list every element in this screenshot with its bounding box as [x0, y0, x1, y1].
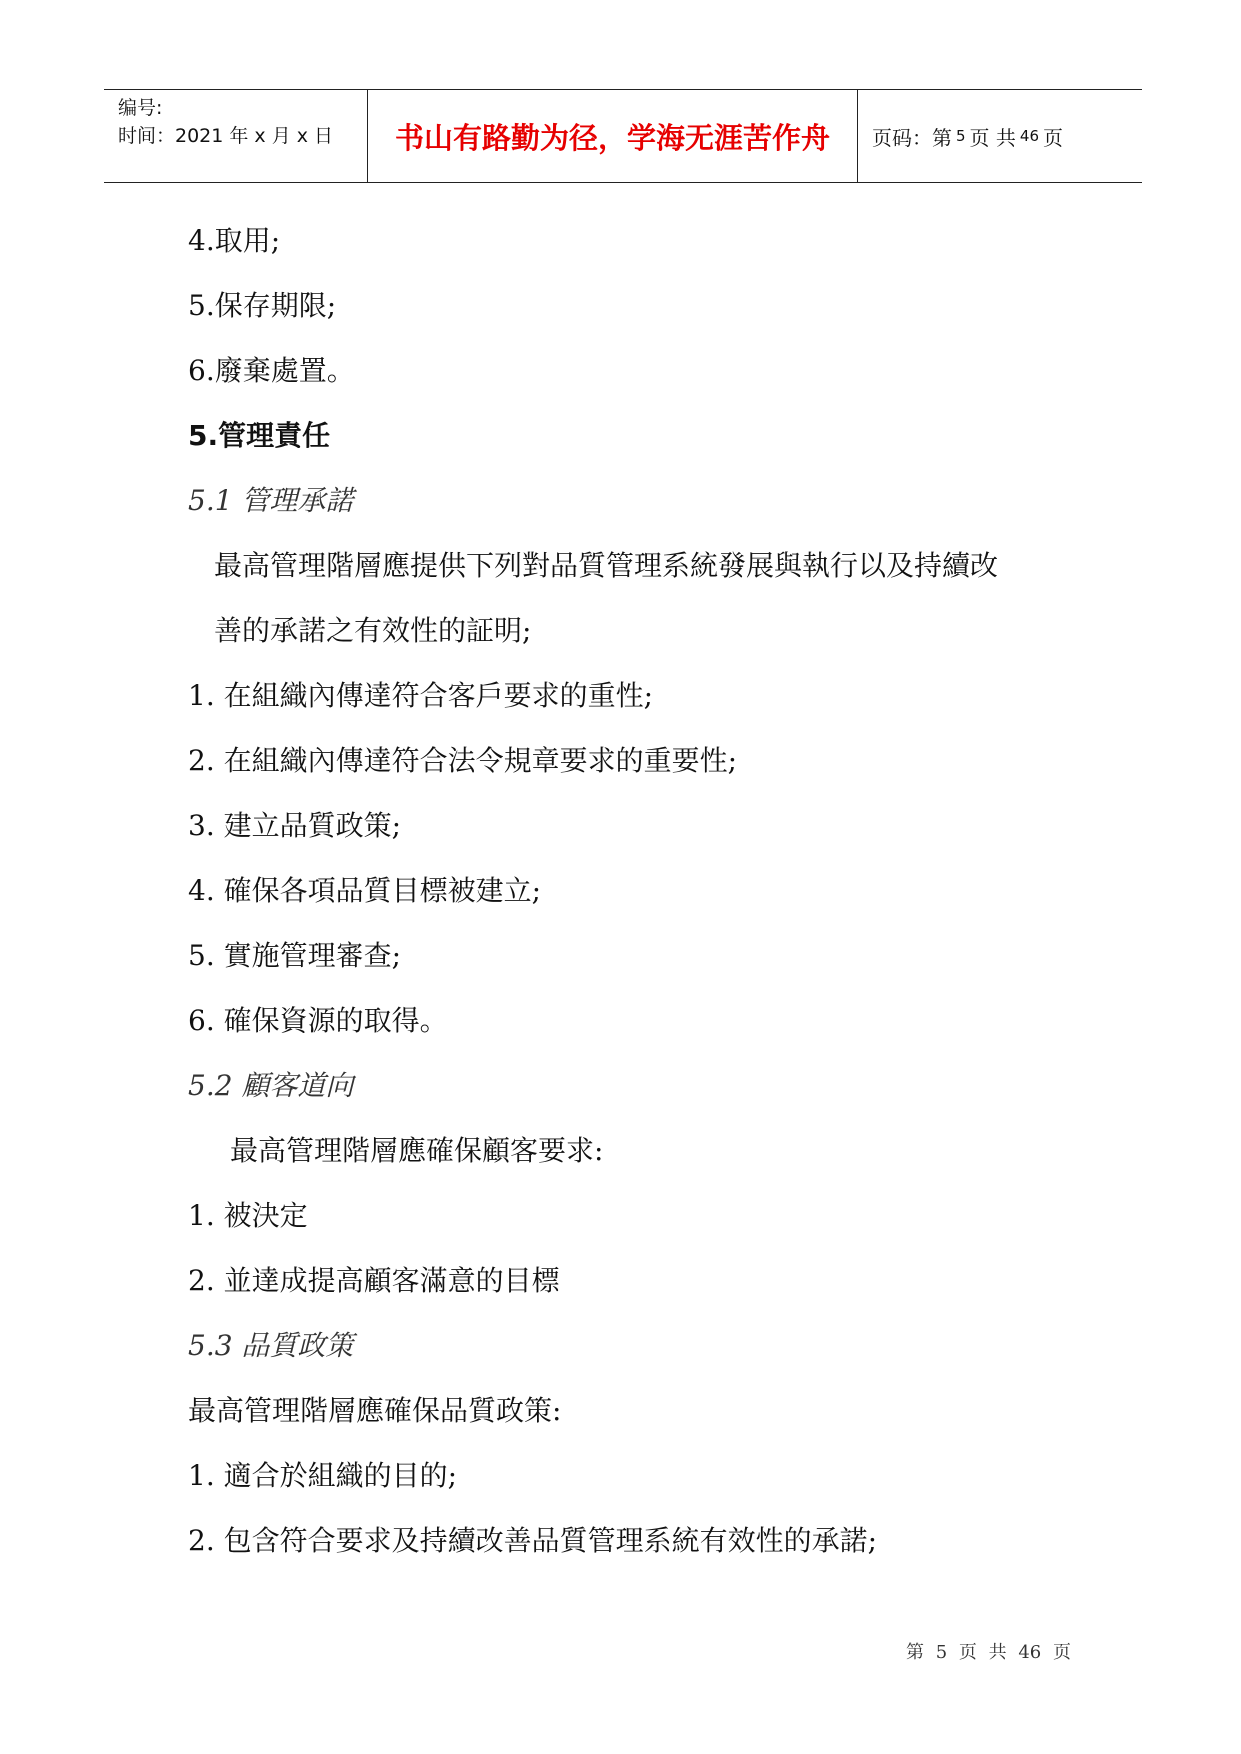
list-item: 1. 在組織內傳達符合客戶要求的重性;: [188, 679, 654, 712]
header-page-info: [858, 90, 1142, 182]
page-mid: 页 共: [969, 125, 1016, 150]
time-label: 时间：2021 年 x 月 x 日: [118, 125, 334, 147]
page-prefix: 页码：第: [872, 125, 952, 150]
page-header: [104, 89, 1142, 183]
page-suffix: 页: [1043, 125, 1063, 150]
list-item: 2. 包含符合要求及持續改善品質管理系統有效性的承諾;: [188, 1524, 878, 1557]
section-heading: 5.管理責任: [188, 419, 331, 452]
list-item: 6.廢棄處置。: [188, 354, 355, 387]
paragraph: 善的承諾之有效性的証明;: [214, 614, 532, 647]
list-item: 1. 被決定: [188, 1199, 308, 1232]
page-number: 5: [956, 127, 966, 145]
list-item: 2. 並達成提高顧客滿意的目標: [188, 1264, 560, 1297]
list-item: 5.保存期限;: [188, 289, 337, 322]
page-total: 46: [1019, 127, 1039, 145]
list-item: 4.取用;: [188, 224, 281, 257]
serial-label: 编号:: [118, 97, 163, 119]
paragraph: 最高管理階層應確保品質政策:: [188, 1394, 562, 1427]
header-meta: [104, 90, 368, 182]
subsection-heading: 5.3 品質政策: [188, 1329, 354, 1362]
list-item: 1. 適合於組織的目的;: [188, 1459, 458, 1492]
list-item: 2. 在組織內傳達符合法令規章要求的重要性;: [188, 744, 738, 777]
list-item: 3. 建立品質政策;: [188, 809, 402, 842]
header-motto: 书山有路勤为径，学海无涯苦作舟: [368, 90, 858, 182]
subsection-heading: 5.1 管理承諾: [188, 484, 354, 517]
list-item: 5. 實施管理審查;: [188, 939, 402, 972]
page-footer: 第 5 页 共 46 页: [906, 1642, 1071, 1663]
subsection-heading: 5.2 顧客道向: [188, 1069, 354, 1102]
paragraph: 最高管理階層應提供下列對品質管理系統發展與執行以及持續改: [214, 549, 999, 582]
list-item: 6. 確保資源的取得。: [188, 1004, 448, 1037]
list-item: 4. 確保各項品質目標被建立;: [188, 874, 542, 907]
paragraph: 最高管理階層應確保顧客要求:: [230, 1134, 604, 1167]
